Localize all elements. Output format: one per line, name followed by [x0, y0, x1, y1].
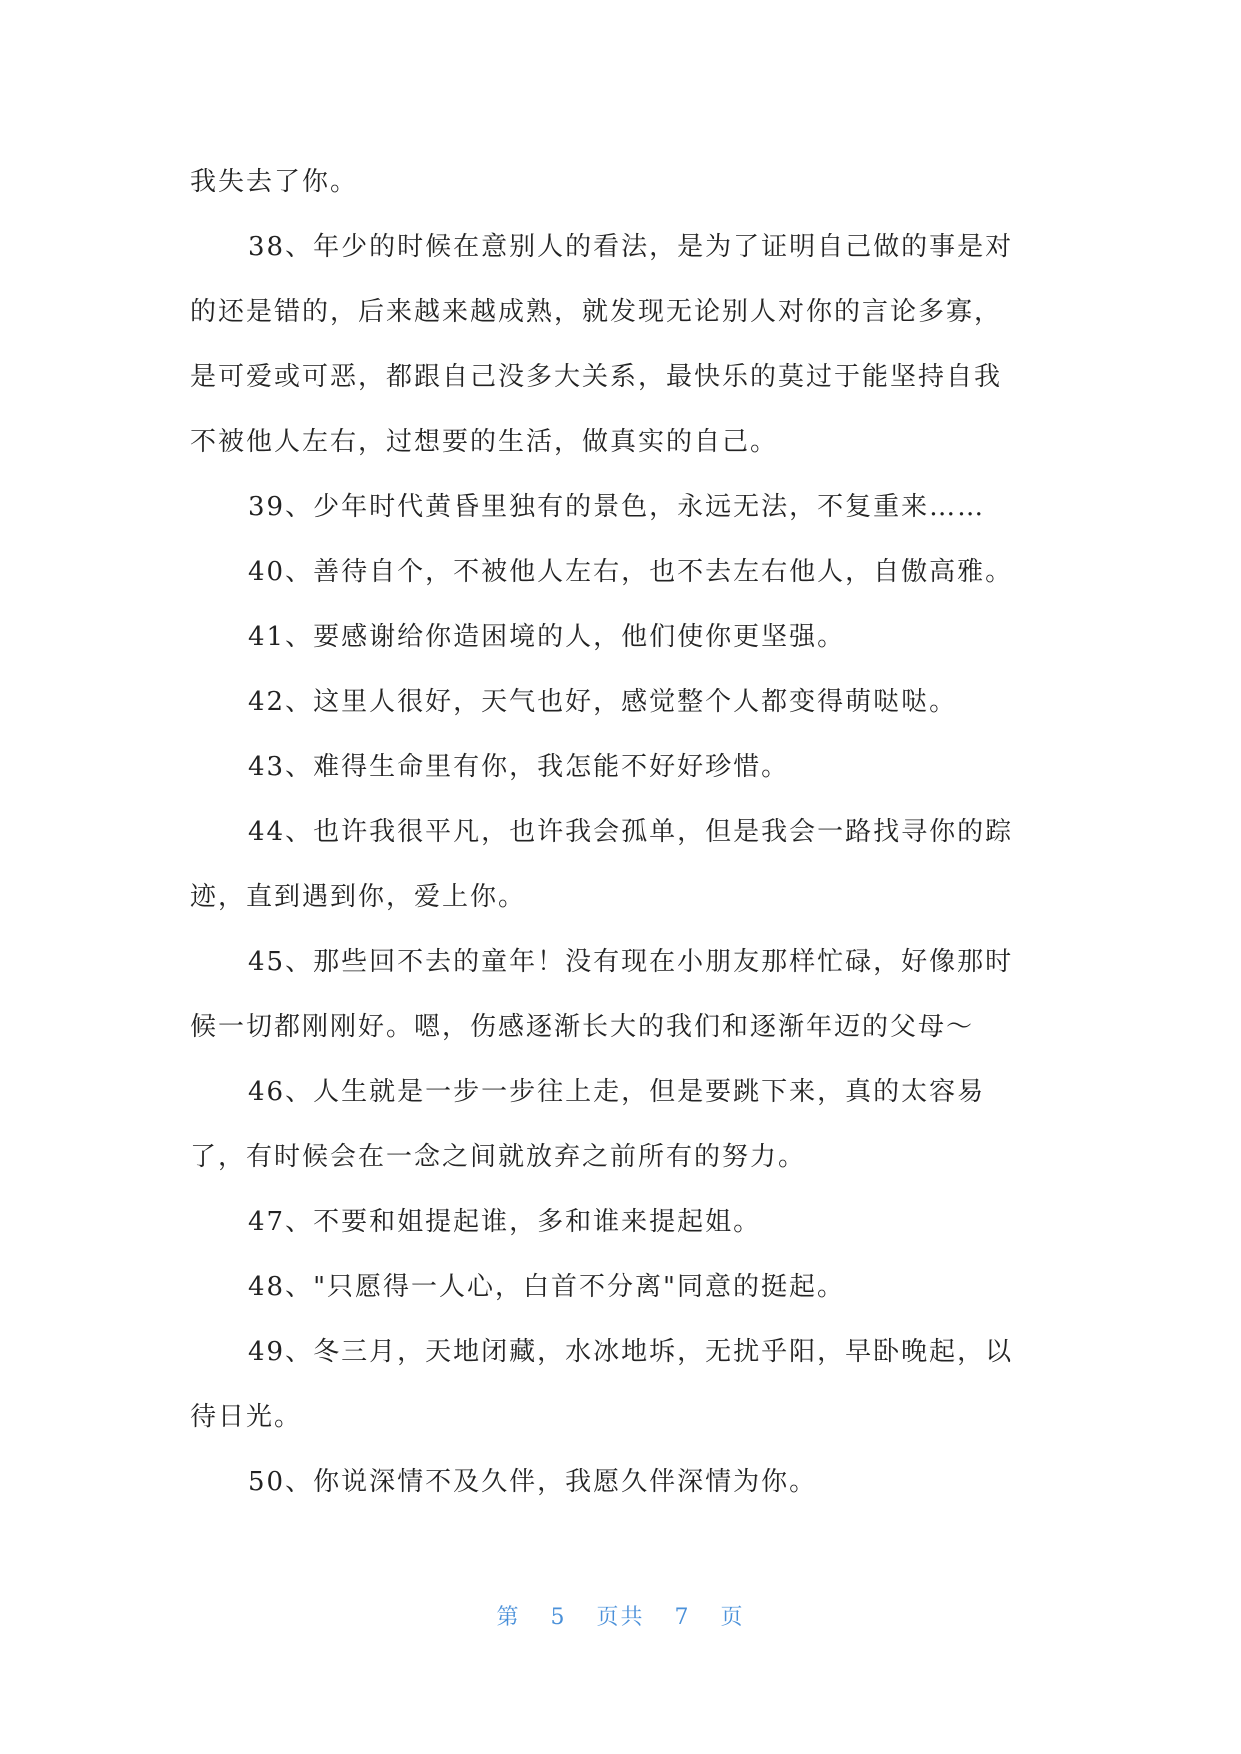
text-line: 40、善待自个，不被他人左右，也不去左右他人，自傲高雅。	[248, 557, 1014, 587]
text-line: 我失去了你。	[190, 167, 359, 197]
total-pages-number: 7	[674, 1605, 691, 1630]
text-line: 47、不要和姐提起谁，多和谁来提起姐。	[248, 1207, 762, 1237]
footer-suffix: 页	[720, 1605, 745, 1630]
text-line: 49、冬三月，天地闭藏，水冰地坼，无扰乎阳，早卧晚起，以	[248, 1337, 1014, 1367]
text-line: 39、少年时代黄昏里独有的景色，永远无法，不复重来……	[248, 492, 986, 522]
document-body	[190, 150, 1050, 1515]
text-line: 了，有时候会在一念之间就放弃之前所有的努力。	[190, 1142, 807, 1172]
text-line: 迹，直到遇到你，爱上你。	[190, 882, 527, 912]
footer-prefix: 第	[496, 1605, 521, 1630]
text-line: 46、人生就是一步一步往上走，但是要跳下来，真的太容易	[248, 1077, 986, 1107]
text-line: 的还是错的，后来越来越成熟，就发现无论别人对你的言论多寡，	[190, 297, 1003, 327]
text-line: 41、要感谢给你造困境的人，他们使你更坚强。	[248, 622, 846, 652]
text-line: 是可爱或可恶，都跟自己没多大关系，最快乐的莫过于能坚持自我	[190, 362, 1003, 392]
text-line: 38、年少的时候在意别人的看法，是为了证明自己做的事是对	[248, 232, 1014, 262]
text-line: 候一切都刚刚好。嗯，伤感逐渐长大的我们和逐渐年迈的父母～	[190, 1012, 975, 1042]
page-footer	[0, 1600, 1241, 1631]
text-line: 44、也许我很平凡，也许我会孤单，但是我会一路找寻你的踪	[248, 817, 1014, 847]
text-line: 48、"只愿得一人心，白首不分离"同意的挺起。	[248, 1272, 846, 1302]
text-line: 42、这里人很好，天气也好，感觉整个人都变得萌哒哒。	[248, 687, 958, 717]
text-line: 43、难得生命里有你，我怎能不好好珍惜。	[248, 752, 790, 782]
text-line: 不被他人左右，过想要的生活，做真实的自己。	[190, 427, 779, 457]
text-line: 待日光。	[190, 1402, 303, 1432]
current-page-number: 5	[550, 1605, 567, 1630]
footer-middle: 页共	[596, 1605, 645, 1630]
text-line: 50、你说深情不及久伴，我愿久伴深情为你。	[248, 1467, 818, 1497]
text-line: 45、那些回不去的童年！没有现在小朋友那样忙碌，好像那时	[248, 947, 1014, 977]
